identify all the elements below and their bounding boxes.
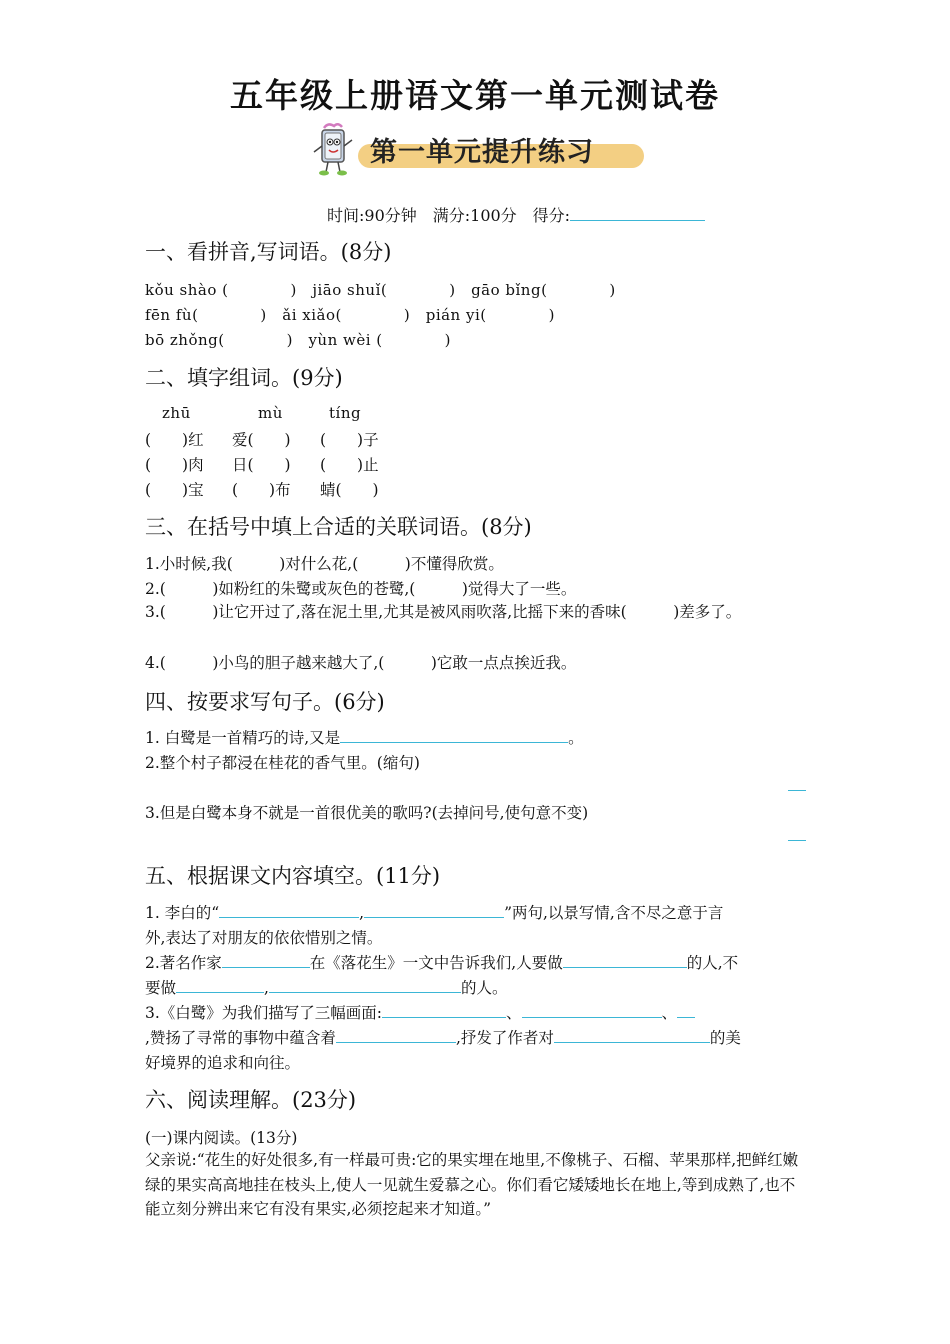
s5-q2-text-mid: 在《落花生》一文中告诉我们,人要做	[309, 954, 563, 972]
s4-q1-answer-line[interactable]	[340, 728, 568, 743]
s3-question-2[interactable]: 2.( )如粉红的朱鹭或灰色的苍鹭,( )觉得大了一些。	[145, 580, 577, 598]
exam-info	[327, 203, 705, 226]
s2-pinyin-1: zhū	[162, 404, 191, 422]
s5-q3-blank-1[interactable]	[382, 1003, 506, 1018]
s4-q1-text: 1. 白鹭是一首精巧的诗,又是	[145, 729, 341, 747]
section-6-heading: 六、阅读理解。(23分)	[145, 1088, 357, 1112]
s2-cell[interactable]: ( )止	[320, 456, 379, 474]
s5-q1-blank-2[interactable]	[364, 903, 504, 918]
section-3-heading: 三、在括号中填上合适的关联词语。(8分)	[145, 515, 532, 539]
section-5-heading: 五、根据课文内容填空。(11分)	[145, 864, 441, 888]
s3-question-1[interactable]: 1.小时候,我( )对什么花,( )不懂得欣赏。	[145, 555, 504, 573]
s1-row-1[interactable]: kǒu shào ( ) jiāo shuǐ( ) gāo bǐng( )	[145, 281, 616, 299]
s5-q1-comma: ,	[359, 904, 365, 922]
s5-q3-blank-4[interactable]	[336, 1028, 456, 1043]
s5-q3-blank-3[interactable]	[677, 1003, 695, 1018]
s4-q1-end: 。	[568, 729, 584, 747]
s5-q3-blank-2[interactable]	[522, 1003, 662, 1018]
s4-question-2: 2.整个村子都浸在桂花的香气里。(缩句)	[145, 754, 420, 772]
s5-q2-blank-4[interactable]	[269, 978, 461, 993]
s5-q1-text-end: ”两句,以景写情,含不尽之意于言	[504, 904, 724, 922]
s5-q2-blank-3[interactable]	[176, 978, 264, 993]
s6-subheading: (一)课内阅读。(13分)	[145, 1129, 298, 1147]
s5-q2-text-end: 的人,不	[686, 954, 739, 972]
s2-cell[interactable]: 日( )	[232, 456, 291, 474]
s5-q2-comma: ,	[264, 979, 269, 997]
banner-text: 第一单元提升练习	[370, 137, 594, 168]
unit-banner	[308, 122, 648, 178]
s4-question-1	[145, 726, 584, 748]
s5-q3-sep-1: 、	[506, 1004, 522, 1022]
s2-cell[interactable]: 蜻( )	[320, 481, 379, 499]
s2-cell[interactable]: ( )宝	[145, 481, 204, 499]
s2-cell[interactable]: ( )肉	[145, 456, 204, 474]
section-4-heading: 四、按要求写句子。(6分)	[145, 690, 385, 714]
s5-question-3-line-3: 好境界的追求和向往。	[145, 1054, 301, 1072]
s5-question-2-line-2	[145, 976, 507, 998]
s2-pinyin-3: tíng	[329, 404, 362, 422]
s3-question-3[interactable]: 3.( )让它开过了,落在泥土里,尤其是被风雨吹落,比摇下来的香味( )差多了。	[145, 603, 742, 621]
section-1-heading: 一、看拼音,写词语。(8分)	[145, 240, 392, 264]
s4-question-3: 3.但是白鹭本身不就是一首很优美的歌吗?(去掉问号,使句意不变)	[145, 804, 589, 822]
s5-q2-blank-author[interactable]	[222, 953, 310, 968]
s5-question-2-line-1	[145, 951, 738, 973]
s3-question-4[interactable]: 4.( )小鸟的胆子越来越大了,( )它敢一点点挨近我。	[145, 654, 577, 672]
s4-q2-answer-line[interactable]	[788, 790, 806, 791]
s1-row-3[interactable]: bō zhǒng( ) yùn wèi ( )	[145, 331, 452, 349]
s2-cell[interactable]: ( )布	[232, 481, 291, 499]
s5-question-1-line-1	[145, 901, 723, 923]
s1-row-2[interactable]: fēn fù( ) ǎi xiǎo( ) pián yi( )	[145, 306, 555, 324]
s2-cell[interactable]: 爱( )	[232, 431, 291, 449]
s5-question-1-line-2: 外,表达了对朋友的依依惜别之情。	[145, 929, 383, 947]
exam-info-text: 时间:90分钟 满分:100分 得分:	[327, 206, 571, 225]
book-mascot-icon	[308, 122, 360, 178]
s5-q3-text-2: ,赞扬了寻常的事物中蕴含着	[145, 1029, 336, 1047]
s6-passage: 父亲说:“花生的好处很多,有一样最可贵:它的果实埋在地里,不像桃子、石榴、苹果那样,把鲜红嫩绿的果实高高地挂在枝头上,使人一见就生爱慕之心。你们看它矮矮地长在地上,等到成熟了,也不能立刻分辨出来它有没有果实,必须挖起来才知道。”	[145, 1151, 799, 1218]
section-2-heading: 二、填字组词。(9分)	[145, 366, 343, 390]
s5-q3-text-3: ,抒发了作者对	[455, 1029, 554, 1047]
s5-q1-blank-1[interactable]	[219, 903, 359, 918]
page-title: 五年级上册语文第一单元测试卷	[230, 76, 720, 115]
s5-q3-text-4: 的美	[709, 1029, 741, 1047]
s5-q2-blank-2[interactable]	[563, 953, 687, 968]
s5-q3-text: 3.《白鹭》为我们描写了三幅画面:	[145, 1004, 383, 1022]
score-input-line[interactable]	[570, 206, 705, 221]
s2-pinyin-2: mù	[258, 404, 283, 422]
s5-question-3-line-2	[145, 1026, 741, 1048]
s5-q2-text: 2.著名作家	[145, 954, 222, 972]
s5-question-3-line-1	[145, 1001, 695, 1023]
s5-q3-sep-2: 、	[661, 1004, 678, 1022]
s2-cell[interactable]: ( )子	[320, 431, 379, 449]
s4-q3-answer-line[interactable]	[788, 840, 806, 841]
s5-q3-blank-5[interactable]	[554, 1028, 710, 1043]
s5-q1-text: 1. 李白的“	[145, 904, 220, 922]
s5-q2-text-2: 要做	[145, 979, 177, 997]
s5-q2-text-end-2: 的人。	[460, 979, 508, 997]
s2-cell[interactable]: ( )红	[145, 431, 204, 449]
